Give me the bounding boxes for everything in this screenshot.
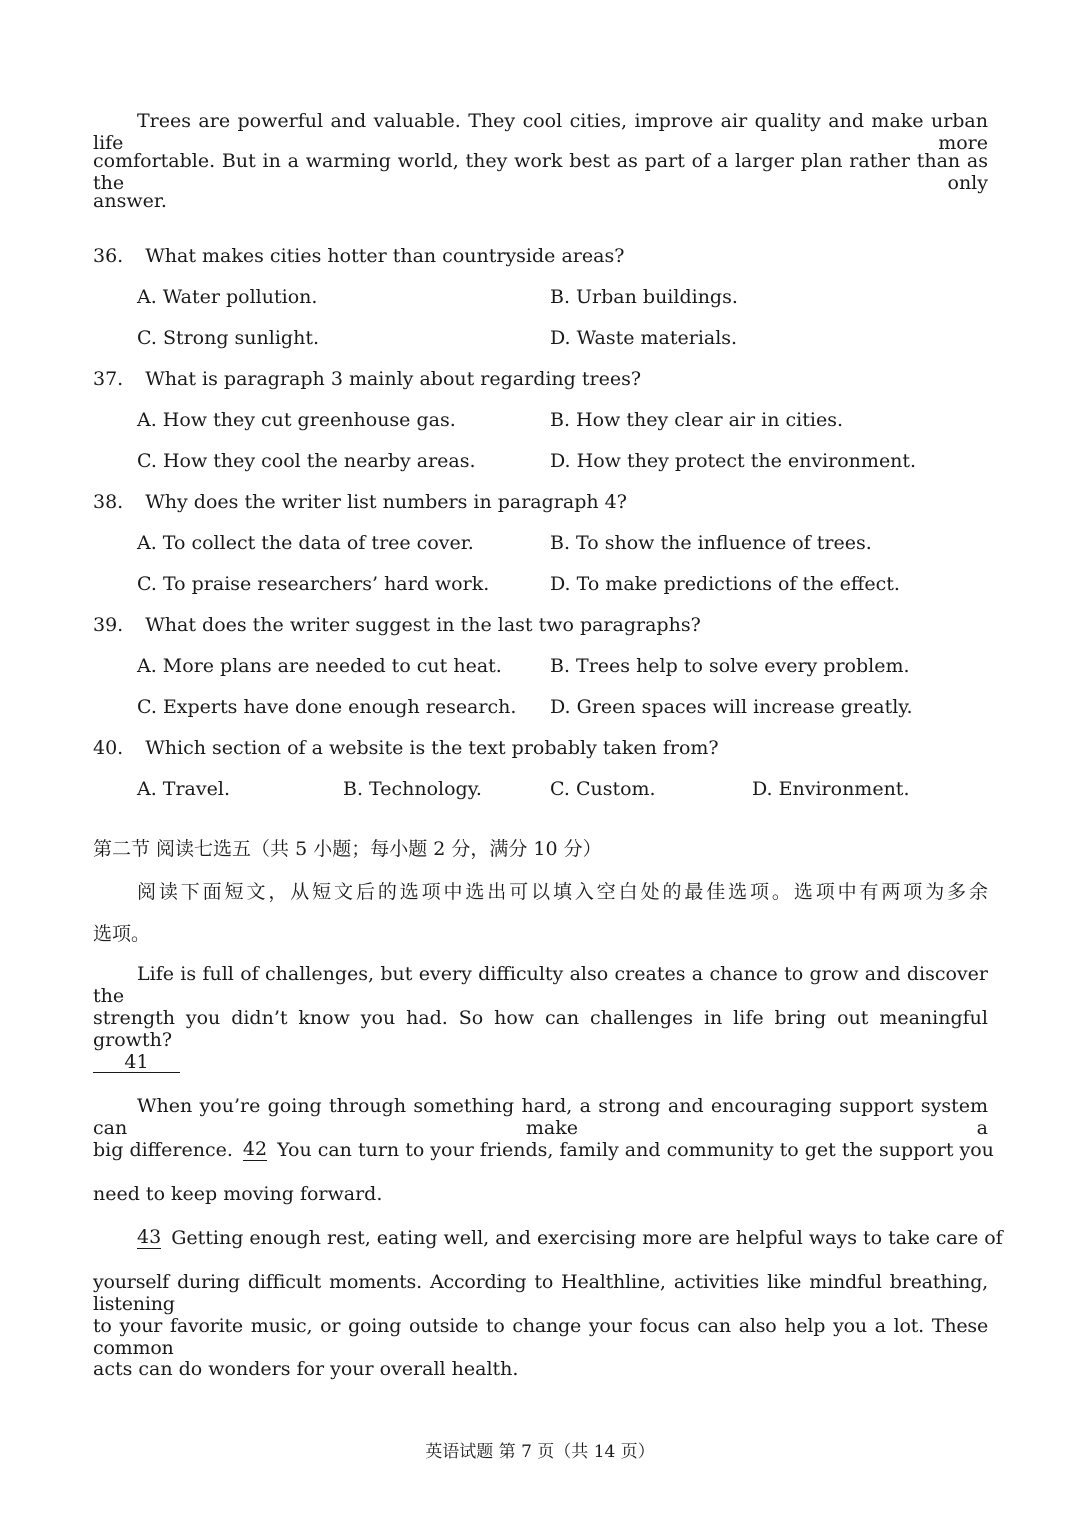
blank-41-line — [93, 1051, 988, 1073]
option-39-d: D. Green spaces will increase greatly. — [550, 696, 913, 718]
para-trees-line-3: answer. — [93, 190, 167, 212]
passage-p3-line-4: acts can do wonders for your overall health. — [93, 1358, 519, 1380]
option-40-d: D. Environment. — [752, 778, 910, 800]
question-text: What is paragraph 3 mainly about regarding trees? — [145, 368, 642, 390]
para-trees-line-1: Trees are powerful and valuable. They cool cities, improve air quality and make urban life more — [93, 110, 988, 154]
passage-p1-line-1: Life is full of challenges, but every difficulty also creates a chance to grow and discover the — [93, 963, 988, 1007]
option-36-a: A. Water pollution. — [137, 286, 318, 308]
question-number: 38. — [93, 491, 124, 513]
question-text: What does the writer suggest in the last two paragraphs? — [145, 614, 701, 636]
option-36-b: B. Urban buildings. — [550, 286, 738, 308]
blank-43: 43 — [137, 1226, 162, 1248]
blank-41: 41 — [93, 1052, 180, 1073]
para-trees-line-2: comfortable. But in a warming world, they work best as part of a larger plan rather than as the only — [93, 150, 988, 194]
question-38 — [93, 491, 627, 513]
option-37-c: C. How they cool the nearby areas. — [137, 450, 476, 472]
passage-p2-line-1: When you’re going through something hard, a strong and encouraging support system can make a — [93, 1095, 988, 1139]
question-number: 37. — [93, 368, 124, 390]
option-37-d: D. How they protect the environment. — [550, 450, 917, 472]
option-37-b: B. How they clear air in cities. — [550, 409, 843, 431]
option-38-b: B. To show the influence of trees. — [550, 532, 872, 554]
option-39-c: C. Experts have done enough research. — [137, 696, 517, 718]
question-number: 36. — [93, 245, 124, 267]
question-text: What makes cities hotter than countryside areas? — [145, 245, 625, 267]
passage-p3-text-a: Getting enough rest, eating well, and exercising more are helpful ways to take care of — [171, 1227, 1003, 1249]
option-40-b: B. Technology. — [343, 778, 482, 800]
question-40 — [93, 737, 719, 759]
option-37-a: A. How they cut greenhouse gas. — [137, 409, 456, 431]
option-40-c: C. Custom. — [550, 778, 656, 800]
instruction-line-1: 阅读下面短文，从短文后的选项中选出可以填入空白处的最佳选项。选项中有两项为多余 — [137, 881, 988, 903]
question-number: 40. — [93, 737, 124, 759]
passage-p3-line-1 — [137, 1226, 1003, 1249]
blank-42: 42 — [242, 1138, 268, 1160]
question-36 — [93, 245, 624, 267]
passage-p2-text-b: You can turn to your friends, family and community to get the support you — [277, 1139, 994, 1161]
question-text: Why does the writer list numbers in paragraph 4? — [145, 491, 627, 513]
option-38-a: A. To collect the data of tree cover. — [137, 532, 474, 554]
question-37 — [93, 368, 641, 390]
passage-p1-line-2: strength you didn’t know you had. So how can challenges in life bring out meaningful growth? — [93, 1007, 988, 1051]
option-36-c: C. Strong sunlight. — [137, 327, 320, 349]
option-38-c: C. To praise researchers’ hard work. — [137, 573, 490, 595]
option-36-d: D. Waste materials. — [550, 327, 738, 349]
section-heading: 第二节 阅读七选五（共 5 小题；每小题 2 分，满分 10 分） — [93, 838, 602, 860]
question-text: Which section of a website is the text probably taken from? — [145, 737, 719, 759]
option-39-a: A. More plans are needed to cut heat. — [137, 655, 502, 677]
instruction-line-2: 选项。 — [93, 923, 151, 945]
passage-p2-line-2 — [93, 1138, 994, 1161]
option-38-d: D. To make predictions of the effect. — [550, 573, 900, 595]
option-40-a: A. Travel. — [137, 778, 230, 800]
page-footer: 英语试题 第 7 页（共 14 页） — [425, 1442, 655, 1462]
option-39-b: B. Trees help to solve every problem. — [550, 655, 910, 677]
question-39 — [93, 614, 701, 636]
passage-p2-text-a: big difference. — [93, 1139, 233, 1161]
passage-p3-line-3: to your favorite music, or going outside to change your focus can also help you a lot. These common — [93, 1315, 988, 1359]
passage-p3-line-2: yourself during difficult moments. According to Healthline, activities like mindful breathing, listening — [93, 1271, 988, 1315]
question-number: 39. — [93, 614, 124, 636]
passage-p2-line-3: need to keep moving forward. — [93, 1183, 383, 1205]
